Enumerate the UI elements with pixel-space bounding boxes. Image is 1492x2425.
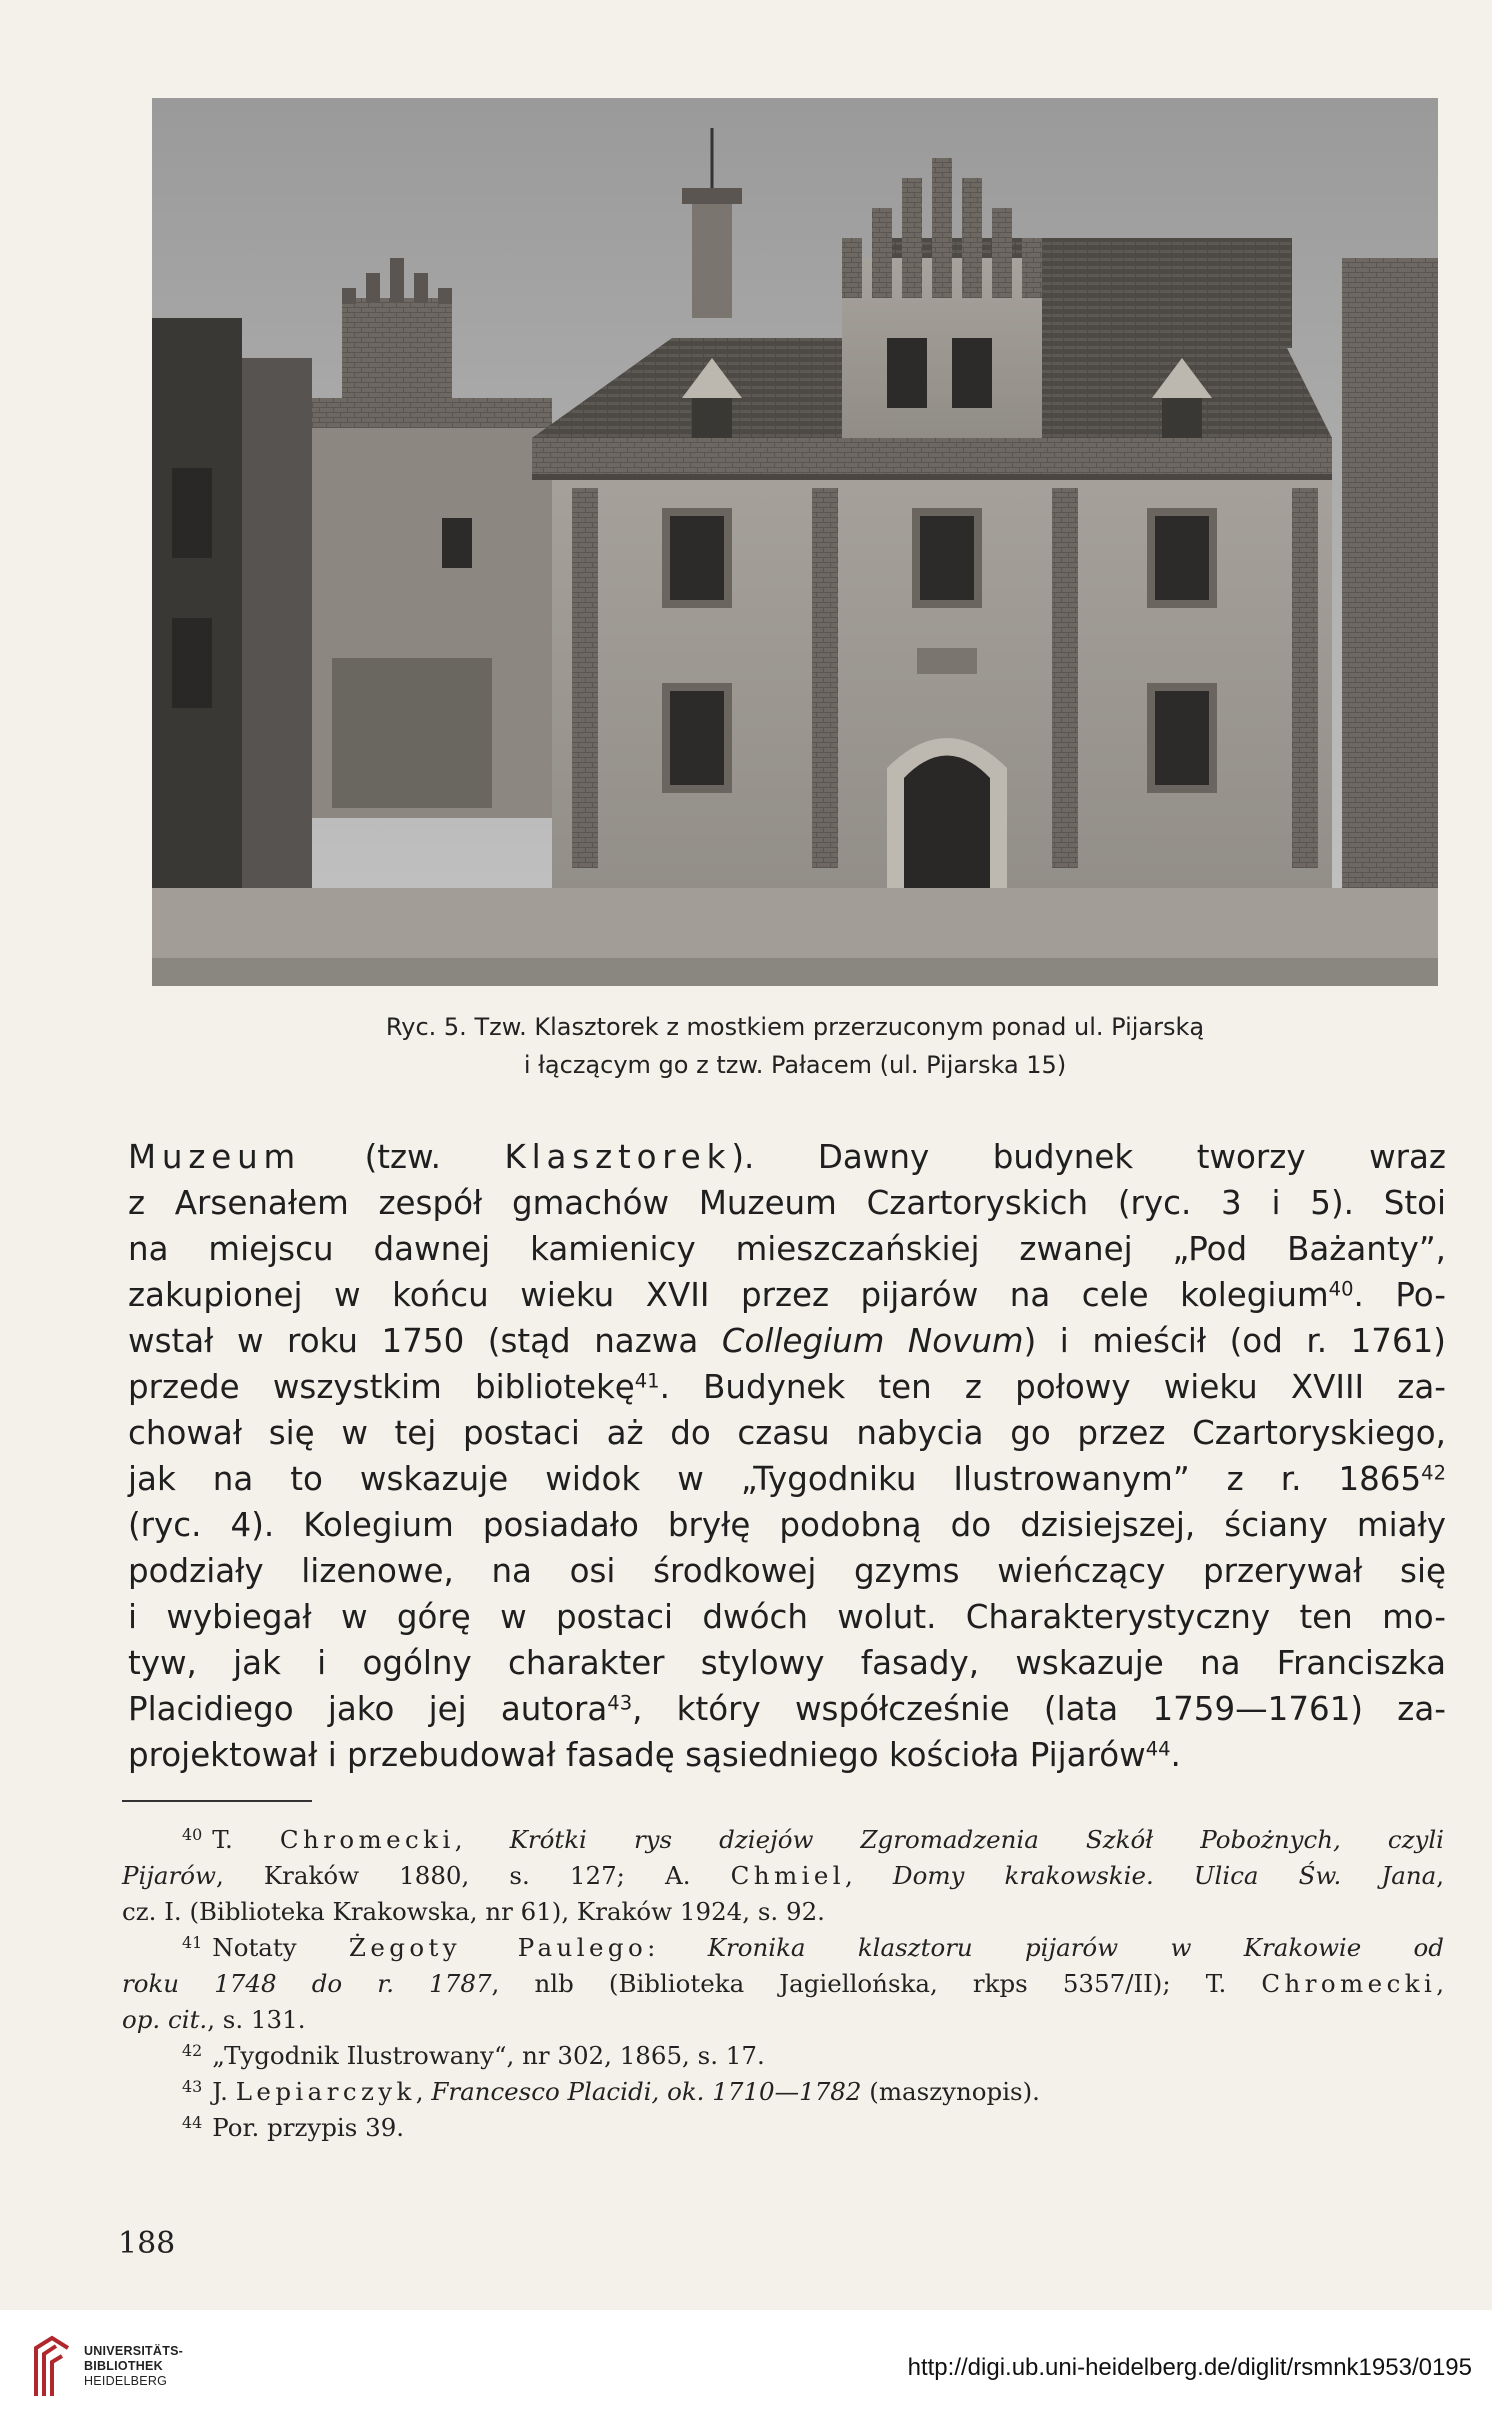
footnote-number: 43 xyxy=(182,2077,203,2097)
spaced-term: Muzeum xyxy=(128,1138,302,1176)
text-run: T. xyxy=(212,1825,280,1854)
logo-line: HEIDELBERG xyxy=(84,2374,168,2388)
footnote-42 xyxy=(122,2038,1444,2074)
italic-term: Collegium Novum xyxy=(721,1322,1024,1360)
logo-line: BIBLIOTHEK xyxy=(84,2359,163,2373)
footnote-separator xyxy=(122,1800,312,1802)
text-run: ) i mieścił (od r. 1761) xyxy=(1023,1322,1446,1360)
footnote-ref: 43 xyxy=(607,1691,633,1715)
footnote-number: 42 xyxy=(182,2041,203,2061)
text-run: ). Dawny budynek tworzy wraz xyxy=(731,1138,1446,1176)
body-line: (ryc. 4). Kolegium posiadało bryłę podobną do dzisiejszej, ściany miały xyxy=(128,1506,1446,1544)
italic-term: roku 1748 do r. 1787 xyxy=(122,1969,492,1998)
text-run: . Po- xyxy=(1353,1276,1446,1314)
footnote-41-line-2 xyxy=(122,1966,1444,2002)
body-line: podziały lizenowe, na osi środkowej gzyms wieńczący przerywał się xyxy=(128,1552,1446,1590)
italic-term: Krótki rys dziejów Zgromadzenia Szkół Pobożnych, czyli xyxy=(509,1825,1444,1854)
footnote-40-line-3: cz. I. (Biblioteka Krakowska, nr 61), Kraków 1924, s. 92. xyxy=(122,1897,825,1926)
logo-line: UNIVERSITÄTS- xyxy=(84,2344,184,2358)
body-line xyxy=(128,1364,1446,1410)
figure-caption xyxy=(160,1008,1430,1084)
text-run: jak na to wskazuje widok w „Tygodniku Ilustrowanym” z r. 1865 xyxy=(128,1460,1422,1498)
text-run: (maszynopis). xyxy=(861,2077,1040,2106)
text-run: , nlb (Biblioteka Jagiellońska, rkps 5357/II); T. xyxy=(491,1969,1262,1998)
footnote-40-line-2 xyxy=(122,1858,1444,1894)
text-run: projektował i przebudował fasadę sąsiedniego kościoła Pijarów xyxy=(128,1736,1146,1774)
page-number: 188 xyxy=(118,2226,176,2261)
text-run: Placidiego jako jej autora xyxy=(128,1690,608,1728)
italic-term: Francesco Placidi, ok. 1710—1782 xyxy=(431,2077,862,2106)
italic-term: Kronika klasztoru pijarów w Krakowie od xyxy=(707,1933,1444,1962)
body-line xyxy=(128,1272,1446,1318)
caption-line-2: i łączącym go z tzw. Pałacem (ul. Pijarska 15) xyxy=(523,1051,1067,1079)
body-line: tyw, jak i ogólny charakter stylowy fasady, wskazuje na Franciszka xyxy=(128,1644,1446,1682)
text-run: Notaty xyxy=(212,1933,349,1962)
spaced-term: Chromecki xyxy=(1261,1969,1437,1998)
spaced-term: Chromecki xyxy=(279,1825,455,1854)
text-run: , który współcześnie (lata 1759—1761) za- xyxy=(632,1690,1446,1728)
footnote-number: 40 xyxy=(182,1825,203,1845)
text-run: , xyxy=(415,2077,432,2106)
body-paragraph xyxy=(128,1134,1446,1778)
italic-term: op. cit. xyxy=(122,2005,208,2034)
text-run: , xyxy=(1436,1969,1445,1998)
spaced-term: Lepiarczyk xyxy=(235,2077,416,2106)
text-run: , xyxy=(1436,1861,1445,1890)
body-line: chował się w tej postaci aż do czasu nabycia go przez Czartoryskiego, xyxy=(128,1414,1446,1452)
spaced-term: Chmiel xyxy=(730,1861,846,1890)
italic-term: Domy krakowskie. Ulica Św. Jana xyxy=(892,1861,1437,1890)
text-run: wstał w roku 1750 (stąd nazwa xyxy=(128,1322,722,1360)
footnotes xyxy=(122,1822,1444,2146)
text-run: „Tygodnik Ilustrowany“, nr 302, 1865, s. 17. xyxy=(212,2041,765,2070)
footnote-44 xyxy=(122,2110,1444,2146)
source-url-link[interactable]: http://digi.ub.uni-heidelberg.de/diglit/rsmnk1953/0195 xyxy=(907,2354,1472,2381)
footnote-43 xyxy=(122,2074,1444,2110)
body-line xyxy=(128,1318,1446,1364)
text-run: . xyxy=(1170,1736,1181,1774)
text-run: J. xyxy=(212,2077,236,2106)
footer xyxy=(0,2310,1492,2425)
text-run: . Budynek ten z połowy wieku XVIII za- xyxy=(659,1368,1446,1406)
text-run: : xyxy=(647,1933,708,1962)
body-line xyxy=(128,1456,1446,1502)
footnote-41-line-1 xyxy=(122,1930,1444,1966)
footnote-ref: 40 xyxy=(1328,1277,1354,1301)
footnote-ref: 42 xyxy=(1421,1461,1446,1485)
italic-term: Pijarów xyxy=(122,1861,216,1890)
body-line: i wybiegał w górę w postaci dwóch wolut. Charakterystyczny ten mo- xyxy=(128,1598,1446,1636)
text-run: (tzw. xyxy=(301,1138,505,1176)
library-logo-icon xyxy=(32,2334,74,2400)
text-run: , Kraków 1880, s. 127; A. xyxy=(215,1861,731,1890)
library-logo[interactable] xyxy=(32,2330,182,2410)
text-run: Por. przypis 39. xyxy=(212,2113,405,2142)
footnote-number: 44 xyxy=(182,2113,203,2133)
text-run: przede wszystkim bibliotekę xyxy=(128,1368,635,1406)
text-run: , xyxy=(454,1825,510,1854)
text-run: zakupionej w końcu wieku XVII przez pijarów na cele kolegium xyxy=(128,1276,1329,1314)
spaced-term: Klasztorek xyxy=(504,1138,732,1176)
footnote-40-line-1 xyxy=(122,1822,1444,1858)
body-line xyxy=(128,1686,1446,1732)
library-logo-text xyxy=(84,2344,183,2389)
spaced-term: Żegoty Paulego xyxy=(348,1933,648,1962)
footnote-41-line-3 xyxy=(122,2002,1444,2038)
footnote-ref: 44 xyxy=(1145,1737,1171,1761)
building-photograph xyxy=(152,98,1438,986)
caption-line-1: Ryc. 5. Tzw. Klasztorek z mostkiem przerzuconym ponad ul. Pijarską xyxy=(385,1013,1205,1041)
building-photograph-drawing xyxy=(152,98,1438,986)
text-run: , xyxy=(845,1861,893,1890)
body-line xyxy=(128,1134,1446,1180)
body-line: z Arsenałem zespół gmachów Muzeum Czartoryskich (ryc. 3 i 5). Stoi xyxy=(128,1184,1446,1222)
footnote-ref: 41 xyxy=(634,1369,660,1393)
body-line xyxy=(128,1732,1446,1778)
footnote-number: 41 xyxy=(182,1933,203,1953)
text-run: , s. 131. xyxy=(207,2005,306,2034)
body-line: na miejscu dawnej kamienicy mieszczańskiej zwanej „Pod Bażanty”, xyxy=(128,1230,1446,1268)
